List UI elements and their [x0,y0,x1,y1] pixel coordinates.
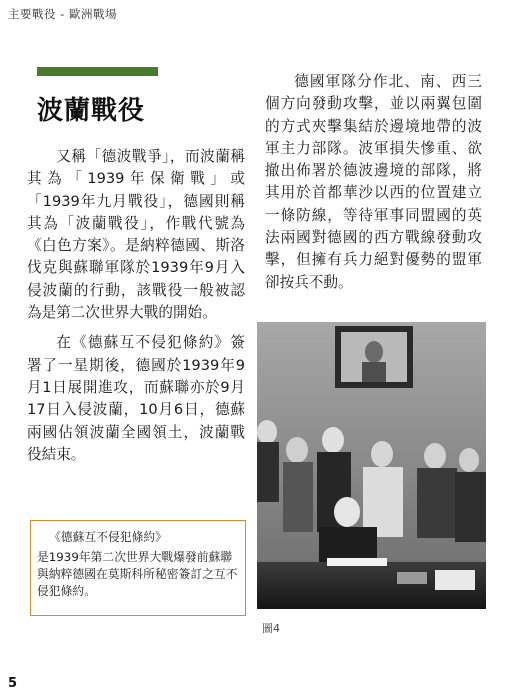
treaty-signing-photo [257,322,486,609]
historical-photo [257,322,486,609]
left-column [27,146,245,474]
note-body: 是1939年第二次世界大戰爆發前蘇聯與納粹德國在莫斯科所秘密簽訂之互不侵犯條約。 [37,550,238,598]
figure-label: 圖4 [262,622,280,635]
intro-paragraph: 又稱「德波戰爭」，而波蘭稱其為「1939年保衛戰」或「1939年九月戰役」，德國則稱其為「波蘭戰役」，作戰代號為《白色方案》。是納粹德國、斯洛伐克與蘇聯軍隊於1939年9月入侵波蘭的行動，該戰役一般被認為是第二次世界大戰的開始。 [27,148,245,322]
pact-paragraph: 在《德蘇互不侵犯條約》簽署了一星期後，德國於1939年9月1日展開進攻，而蘇聯亦於9月17日入侵波蘭，10月6日，德蘇兩國佔領波蘭全國領土，波蘭戰役結束。 [27,334,245,463]
attack-paragraph: 德國軍隊分作北、南、西三個方向發動攻擊，並以兩翼包圍的方式夾擊集結於邊境地帶的波軍主力部隊。波軍損失慘重、欲撤出佈署於德波邊境的部隊，將其用於首都華沙以西的位置建立一條防線，等待軍事同盟國的英法兩國對德國的西方戰線發動攻擊，但擁有兵力絕對優勢的盟軍卻按兵不動。 [265,73,482,291]
section-header: 主要戰役 - 歐洲戰場 [8,7,117,21]
note-box [30,520,246,616]
note-title: 《德蘇互不侵犯條約》 [49,530,167,544]
page-title: 波蘭戰役 [37,96,146,126]
page-number: 5 [8,676,18,691]
accent-bar [37,67,158,76]
right-column [265,71,482,294]
